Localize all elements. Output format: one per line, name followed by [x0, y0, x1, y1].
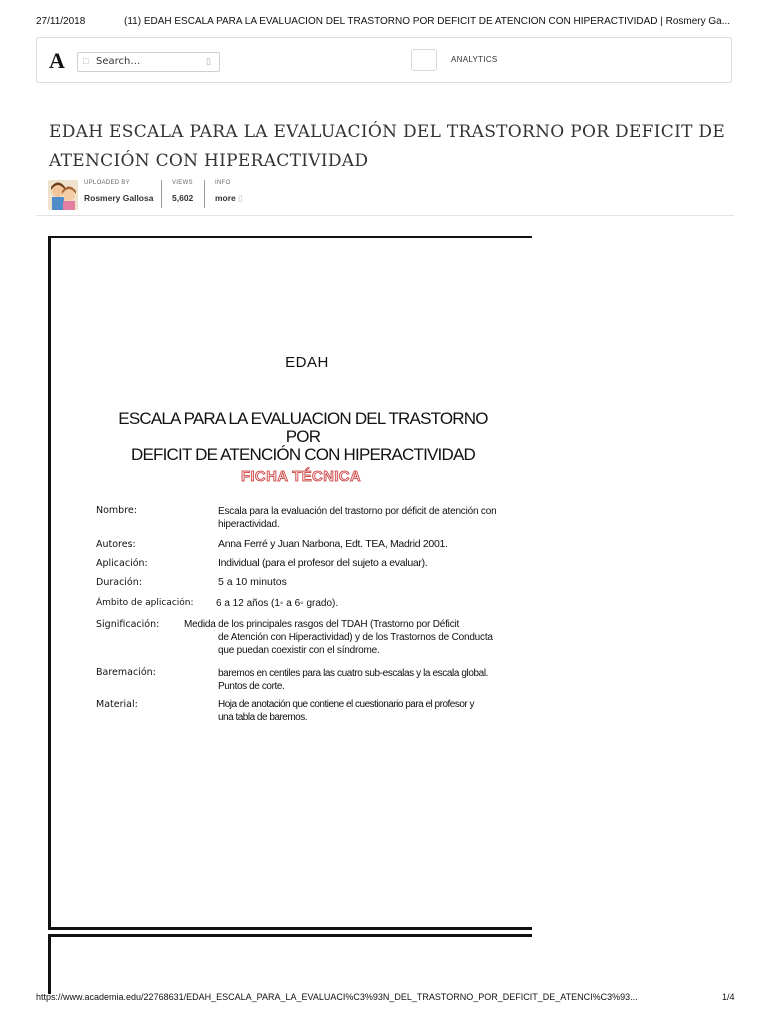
- field-value-aplicacion: Individual (para el profesor del sujeto a evaluar).: [218, 557, 428, 569]
- ficha-tecnica-heading: FICHA TÉCNICA: [241, 468, 362, 485]
- field-value-line: Medida de los principales rasgos del TDAH (Trastorno por Déficit: [184, 619, 460, 630]
- print-header: [0, 0, 768, 36]
- field-value-line: Escala para la evaluación del trastorno por déficit de atención con: [218, 506, 497, 517]
- field-label-material: Material:: [96, 699, 138, 710]
- info-label: INFO: [215, 180, 231, 186]
- field-label-aplicacion: Aplicación:: [96, 558, 148, 569]
- views-count: 5,602: [172, 193, 194, 203]
- search-icon: □: [83, 56, 89, 66]
- document-acronym: EDAH: [285, 354, 329, 371]
- info-more-label[interactable]: more: [215, 193, 236, 203]
- field-value-nombre: [218, 505, 496, 531]
- field-value-autores: Anna Ferré y Juan Narbona, Edt. TEA, Madrid 2001.: [218, 538, 448, 550]
- field-value-line: que puedan coexistir con el síndrome.: [218, 645, 380, 656]
- document-meta: [48, 178, 748, 212]
- meta-divider: [204, 180, 205, 208]
- uploader-name[interactable]: Rosmery Gallosa: [84, 193, 154, 203]
- print-date: 27/11/2018: [36, 16, 86, 27]
- document-page-2: [48, 934, 532, 994]
- field-value-line: Hoja de anotación que contiene el cuestionario para el profesor y: [218, 699, 475, 710]
- field-value-line: hiperactividad.: [218, 519, 280, 530]
- field-value-baremacion: [218, 667, 488, 693]
- analytics-link[interactable]: ANALYTICS: [451, 55, 498, 64]
- document-heading-line-1: ESCALA PARA LA EVALUACION DEL TRASTORNO POR: [118, 409, 488, 446]
- print-page-title: (11) EDAH ESCALA PARA LA EVALUACIÓN DEL TRASTORNO POR DEFICIT DE ATENCIÓN CON HIPERACTIVIDAD | Rosmery Ga...: [124, 16, 731, 27]
- search-input[interactable]: Search…: [96, 56, 141, 67]
- field-value-line: baremos en centiles para las cuatro sub-escalas y la escala global.: [218, 668, 489, 679]
- print-footer: [0, 990, 768, 1010]
- meta-divider: [161, 180, 162, 208]
- document-heading: [104, 410, 502, 464]
- field-value-duracion: 5 a 10 minutos: [218, 576, 287, 588]
- field-label-autores: Autores:: [96, 539, 136, 550]
- academia-logo[interactable]: A: [49, 48, 65, 73]
- views: [172, 180, 193, 203]
- chevron-down-icon: ▯: [238, 193, 243, 203]
- info-more-link[interactable]: [215, 193, 243, 204]
- field-value-ambito: 6 a 12 años (1◦ a 6◦ grado).: [216, 598, 339, 609]
- field-label-significacion: Significación:: [96, 619, 160, 630]
- uploaded-by-label: UPLOADED BY: [84, 180, 130, 186]
- field-label-baremacion: Baremación:: [96, 667, 156, 678]
- field-value-line: una tabla de baremos.: [218, 712, 308, 723]
- field-label-ambito: Ámbito de aplicación:: [96, 598, 194, 608]
- info: [215, 180, 243, 204]
- field-label-nombre: Nombre:: [96, 505, 137, 516]
- field-value-material: [218, 698, 474, 724]
- document-heading-line-2: DEFICIT DE ATENCIÓN CON HIPERACTIVIDAD: [131, 445, 475, 464]
- field-label-duracion: Duración:: [96, 577, 142, 588]
- uploaded-by: [84, 180, 153, 203]
- field-value-line: de Atención con Hiperactividad) y de los Trastornos de Conducta: [218, 632, 493, 643]
- top-navbar: [36, 37, 732, 83]
- print-url: https://www.academia.edu/22768631/EDAH_ESCALA_PARA_LA_EVALUACI%C3%93N_DEL_TRASTORNO_POR_DEFICIT_DE_ATENCI%C3%93...: [36, 992, 638, 1002]
- search-box[interactable]: [77, 52, 220, 72]
- field-value-significacion: [184, 618, 524, 657]
- document-title: EDAH ESCALA PARA LA EVALUACIÓN DEL TRASTORNO POR DEFICIT DE ATENCIÓN CON HIPERACTIVIDAD: [49, 122, 726, 171]
- field-value-line: Puntos de corte.: [218, 681, 285, 692]
- search-submit-icon[interactable]: ▯: [206, 56, 211, 66]
- upload-button[interactable]: [411, 49, 437, 71]
- uploader-avatar[interactable]: [48, 180, 78, 210]
- print-page-number: 1/4: [722, 992, 735, 1002]
- divider: [36, 215, 734, 216]
- views-label: VIEWS: [172, 180, 193, 186]
